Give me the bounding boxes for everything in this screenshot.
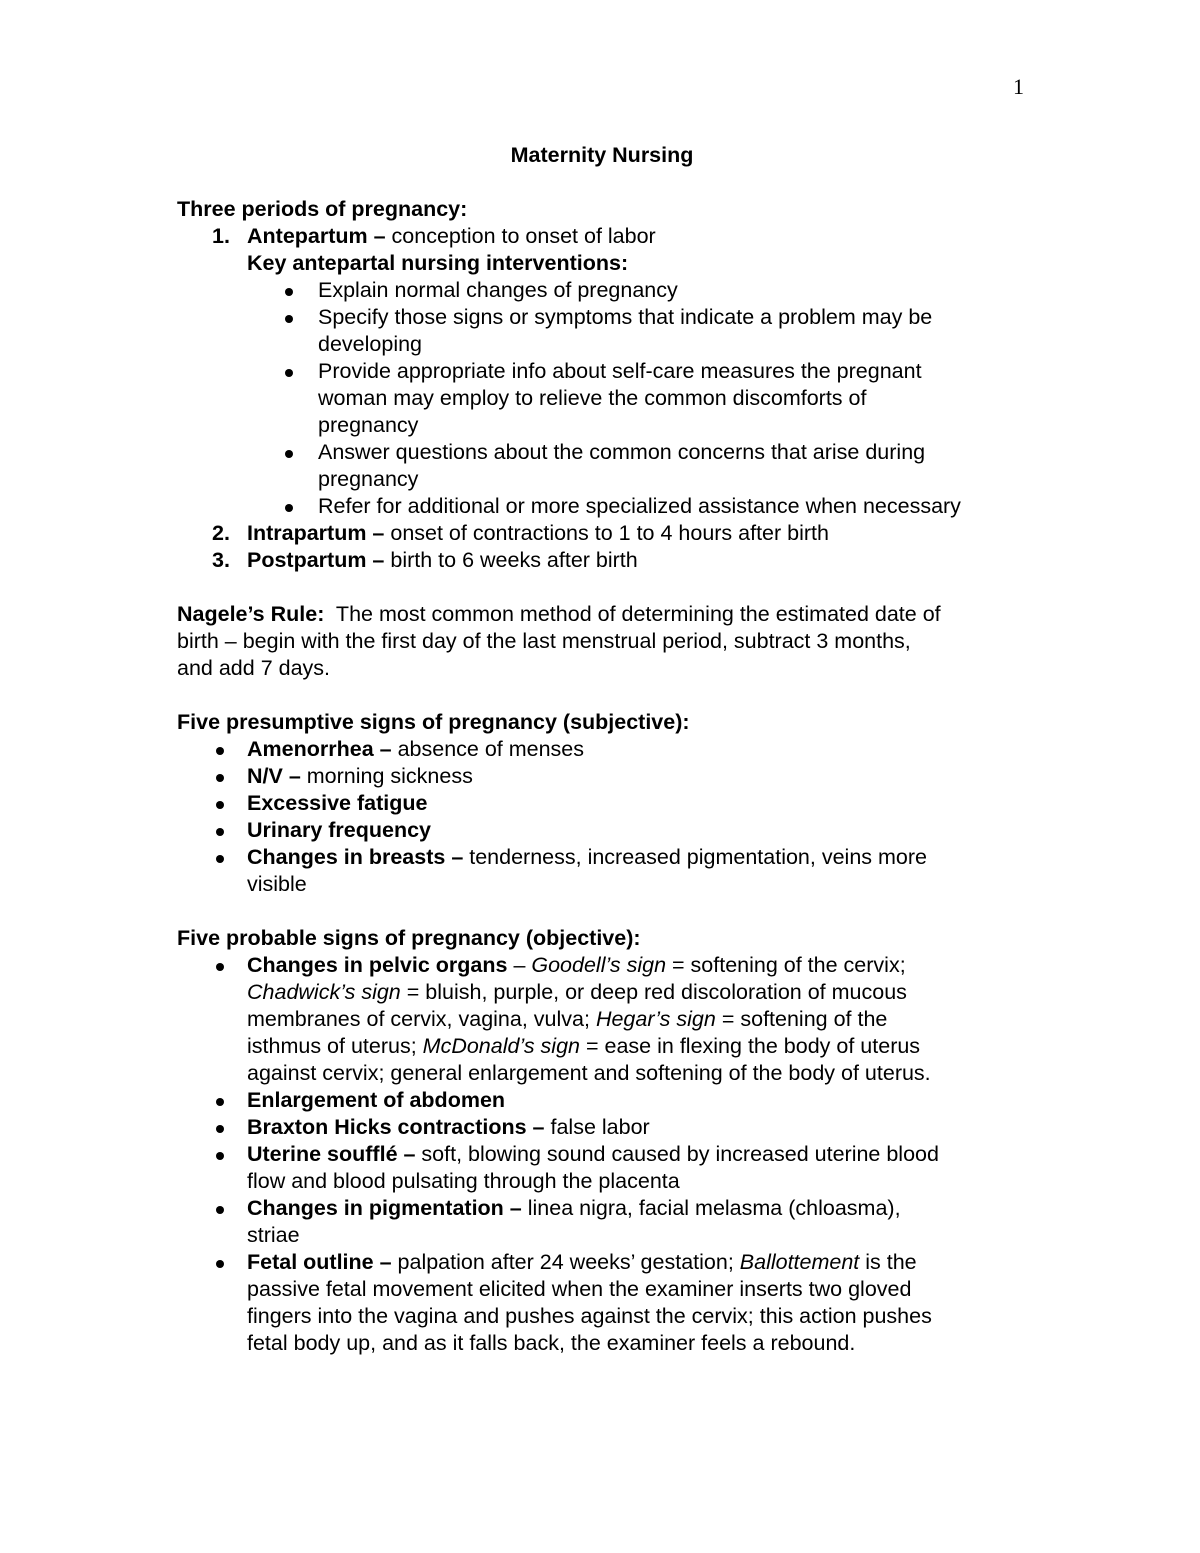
nagele-line: The most common method of determining the estimated date of (324, 602, 941, 626)
sign-desc: linea nigra, facial melasma (chloasma), (521, 1196, 901, 1220)
intervention-item (177, 493, 1037, 520)
sign-desc: soft, blowing sound caused by increased uterine blood (415, 1142, 939, 1166)
intervention-line: pregnancy (318, 467, 419, 491)
bullet-icon (216, 747, 224, 755)
probable-item (177, 952, 1037, 1087)
period-desc: birth to 6 weeks after birth (384, 548, 638, 572)
bullet-icon (285, 315, 293, 323)
sign-term: N/V – (247, 764, 301, 788)
sign-desc: is the (859, 1250, 917, 1274)
sign-name: Hegar’s sign (595, 1007, 716, 1031)
period-item (177, 520, 1037, 547)
sign-desc: visible (247, 872, 307, 896)
period-term: Postpartum – (247, 548, 385, 572)
probable-item (177, 1195, 1037, 1249)
bullet-icon (285, 288, 293, 296)
sign-desc: = ease in flexing the body of uterus (580, 1034, 921, 1058)
page-number: 1 (1013, 74, 1024, 99)
intervention-line: Explain normal changes of pregnancy (318, 278, 678, 302)
period-desc: conception to onset of labor (385, 224, 656, 248)
presumptive-item (177, 736, 1037, 763)
bullet-icon (285, 450, 293, 458)
period-number: 3. (212, 548, 230, 572)
sign-name: Ballottement (739, 1250, 860, 1274)
probable-heading: Five probable signs of pregnancy (objective): (177, 926, 641, 950)
bullet-icon (216, 1260, 224, 1268)
bullet-icon (216, 963, 224, 971)
sign-desc: passive fetal movement elicited when the examiner inserts two gloved (247, 1277, 912, 1301)
probable-item (177, 1141, 1037, 1195)
sign-desc: = softening of the cervix; (666, 953, 906, 977)
sign-term: Changes in pigmentation – (247, 1196, 522, 1220)
bullet-icon (216, 828, 224, 836)
sign-term: Uterine soufflé – (247, 1142, 416, 1166)
intervention-line: pregnancy (318, 413, 419, 437)
sign-name: Chadwick’s sign (247, 980, 401, 1004)
intervention-line: Provide appropriate info about self-care measures the pregnant (318, 359, 922, 383)
sign-term: Changes in pelvic organs (247, 953, 508, 977)
sign-name: McDonald’s sign (422, 1034, 581, 1058)
sign-name: Goodell’s sign (531, 953, 667, 977)
intervention-item (177, 358, 1037, 439)
intervention-item (177, 277, 1037, 304)
sign-desc: membranes of cervix, vagina, vulva; (247, 1007, 596, 1031)
bullet-icon (216, 1125, 224, 1133)
bullet-icon (285, 504, 293, 512)
intervention-line: Refer for additional or more specialized assistance when necessary (318, 494, 961, 518)
period-term: Antepartum – (247, 224, 386, 248)
bullet-icon (216, 1206, 224, 1214)
intervention-item (177, 304, 1037, 358)
presumptive-heading: Five presumptive signs of pregnancy (subjective): (177, 710, 690, 734)
sign-term: Braxton Hicks contractions – (247, 1115, 545, 1139)
bullet-icon (216, 1098, 224, 1106)
nagele-line: birth – begin with the first day of the last menstrual period, subtract 3 months, (177, 629, 911, 653)
presumptive-item (177, 844, 1037, 898)
periods-heading: Three periods of pregnancy: (177, 197, 468, 221)
nagele-rule-paragraph (177, 601, 1037, 682)
sign-desc: false labor (544, 1115, 650, 1139)
sign-desc: flow and blood pulsating through the placenta (247, 1169, 680, 1193)
intervention-line: Specify those signs or symptoms that indicate a problem may be (318, 305, 933, 329)
bullet-icon (285, 369, 293, 377)
period-number: 2. (212, 521, 230, 545)
interventions-heading: Key antepartal nursing interventions: (247, 251, 629, 275)
sign-term: Amenorrhea – (247, 737, 392, 761)
period-item (177, 547, 1037, 574)
sign-desc: fingers into the vagina and pushes against the cervix; this action pushes (247, 1304, 932, 1328)
sign-desc: morning sickness (300, 764, 473, 788)
sign-desc: = bluish, purple, or deep red discoloration of mucous (400, 980, 907, 1004)
period-number: 1. (212, 224, 230, 248)
period-desc: onset of contractions to 1 to 4 hours after birth (384, 521, 829, 545)
sign-term: Excessive fatigue (247, 791, 428, 815)
bullet-icon (216, 774, 224, 782)
sign-term: Changes in breasts – (247, 845, 464, 869)
sign-term: Urinary frequency (247, 818, 432, 842)
sign-desc: – (507, 953, 532, 977)
sign-desc: fetal body up, and as it falls back, the examiner feels a rebound. (247, 1331, 856, 1355)
probable-item (177, 1087, 1037, 1114)
sign-desc: tenderness, increased pigmentation, veins more (463, 845, 927, 869)
sign-desc: = softening of the (715, 1007, 888, 1031)
presumptive-item (177, 763, 1037, 790)
sign-desc: against cervix; general enlargement and softening of the body of uterus. (247, 1061, 931, 1085)
nagele-term: Nagele’s Rule: (177, 602, 325, 626)
intervention-line: developing (318, 332, 423, 356)
sign-term: Fetal outline – (247, 1250, 392, 1274)
bullet-icon (216, 855, 224, 863)
period-term: Intrapartum – (247, 521, 385, 545)
presumptive-item (177, 817, 1037, 844)
sign-desc: absence of menses (391, 737, 585, 761)
bullet-icon (216, 1152, 224, 1160)
page-title: Maternity Nursing (510, 143, 694, 167)
intervention-item (177, 439, 1037, 493)
presumptive-item (177, 790, 1037, 817)
sign-desc: striae (247, 1223, 300, 1247)
bullet-icon (216, 801, 224, 809)
period-item (177, 223, 1037, 250)
probable-item (177, 1249, 1037, 1357)
document-body (177, 142, 1037, 1357)
intervention-line: Answer questions about the common concerns that arise during (318, 440, 926, 464)
sign-desc: isthmus of uterus; (247, 1034, 423, 1058)
intervention-line: woman may employ to relieve the common discomforts of (318, 386, 867, 410)
sign-desc: palpation after 24 weeks’ gestation; (391, 1250, 740, 1274)
sign-term: Enlargement of abdomen (247, 1088, 506, 1112)
nagele-line: and add 7 days. (177, 656, 331, 680)
probable-item (177, 1114, 1037, 1141)
